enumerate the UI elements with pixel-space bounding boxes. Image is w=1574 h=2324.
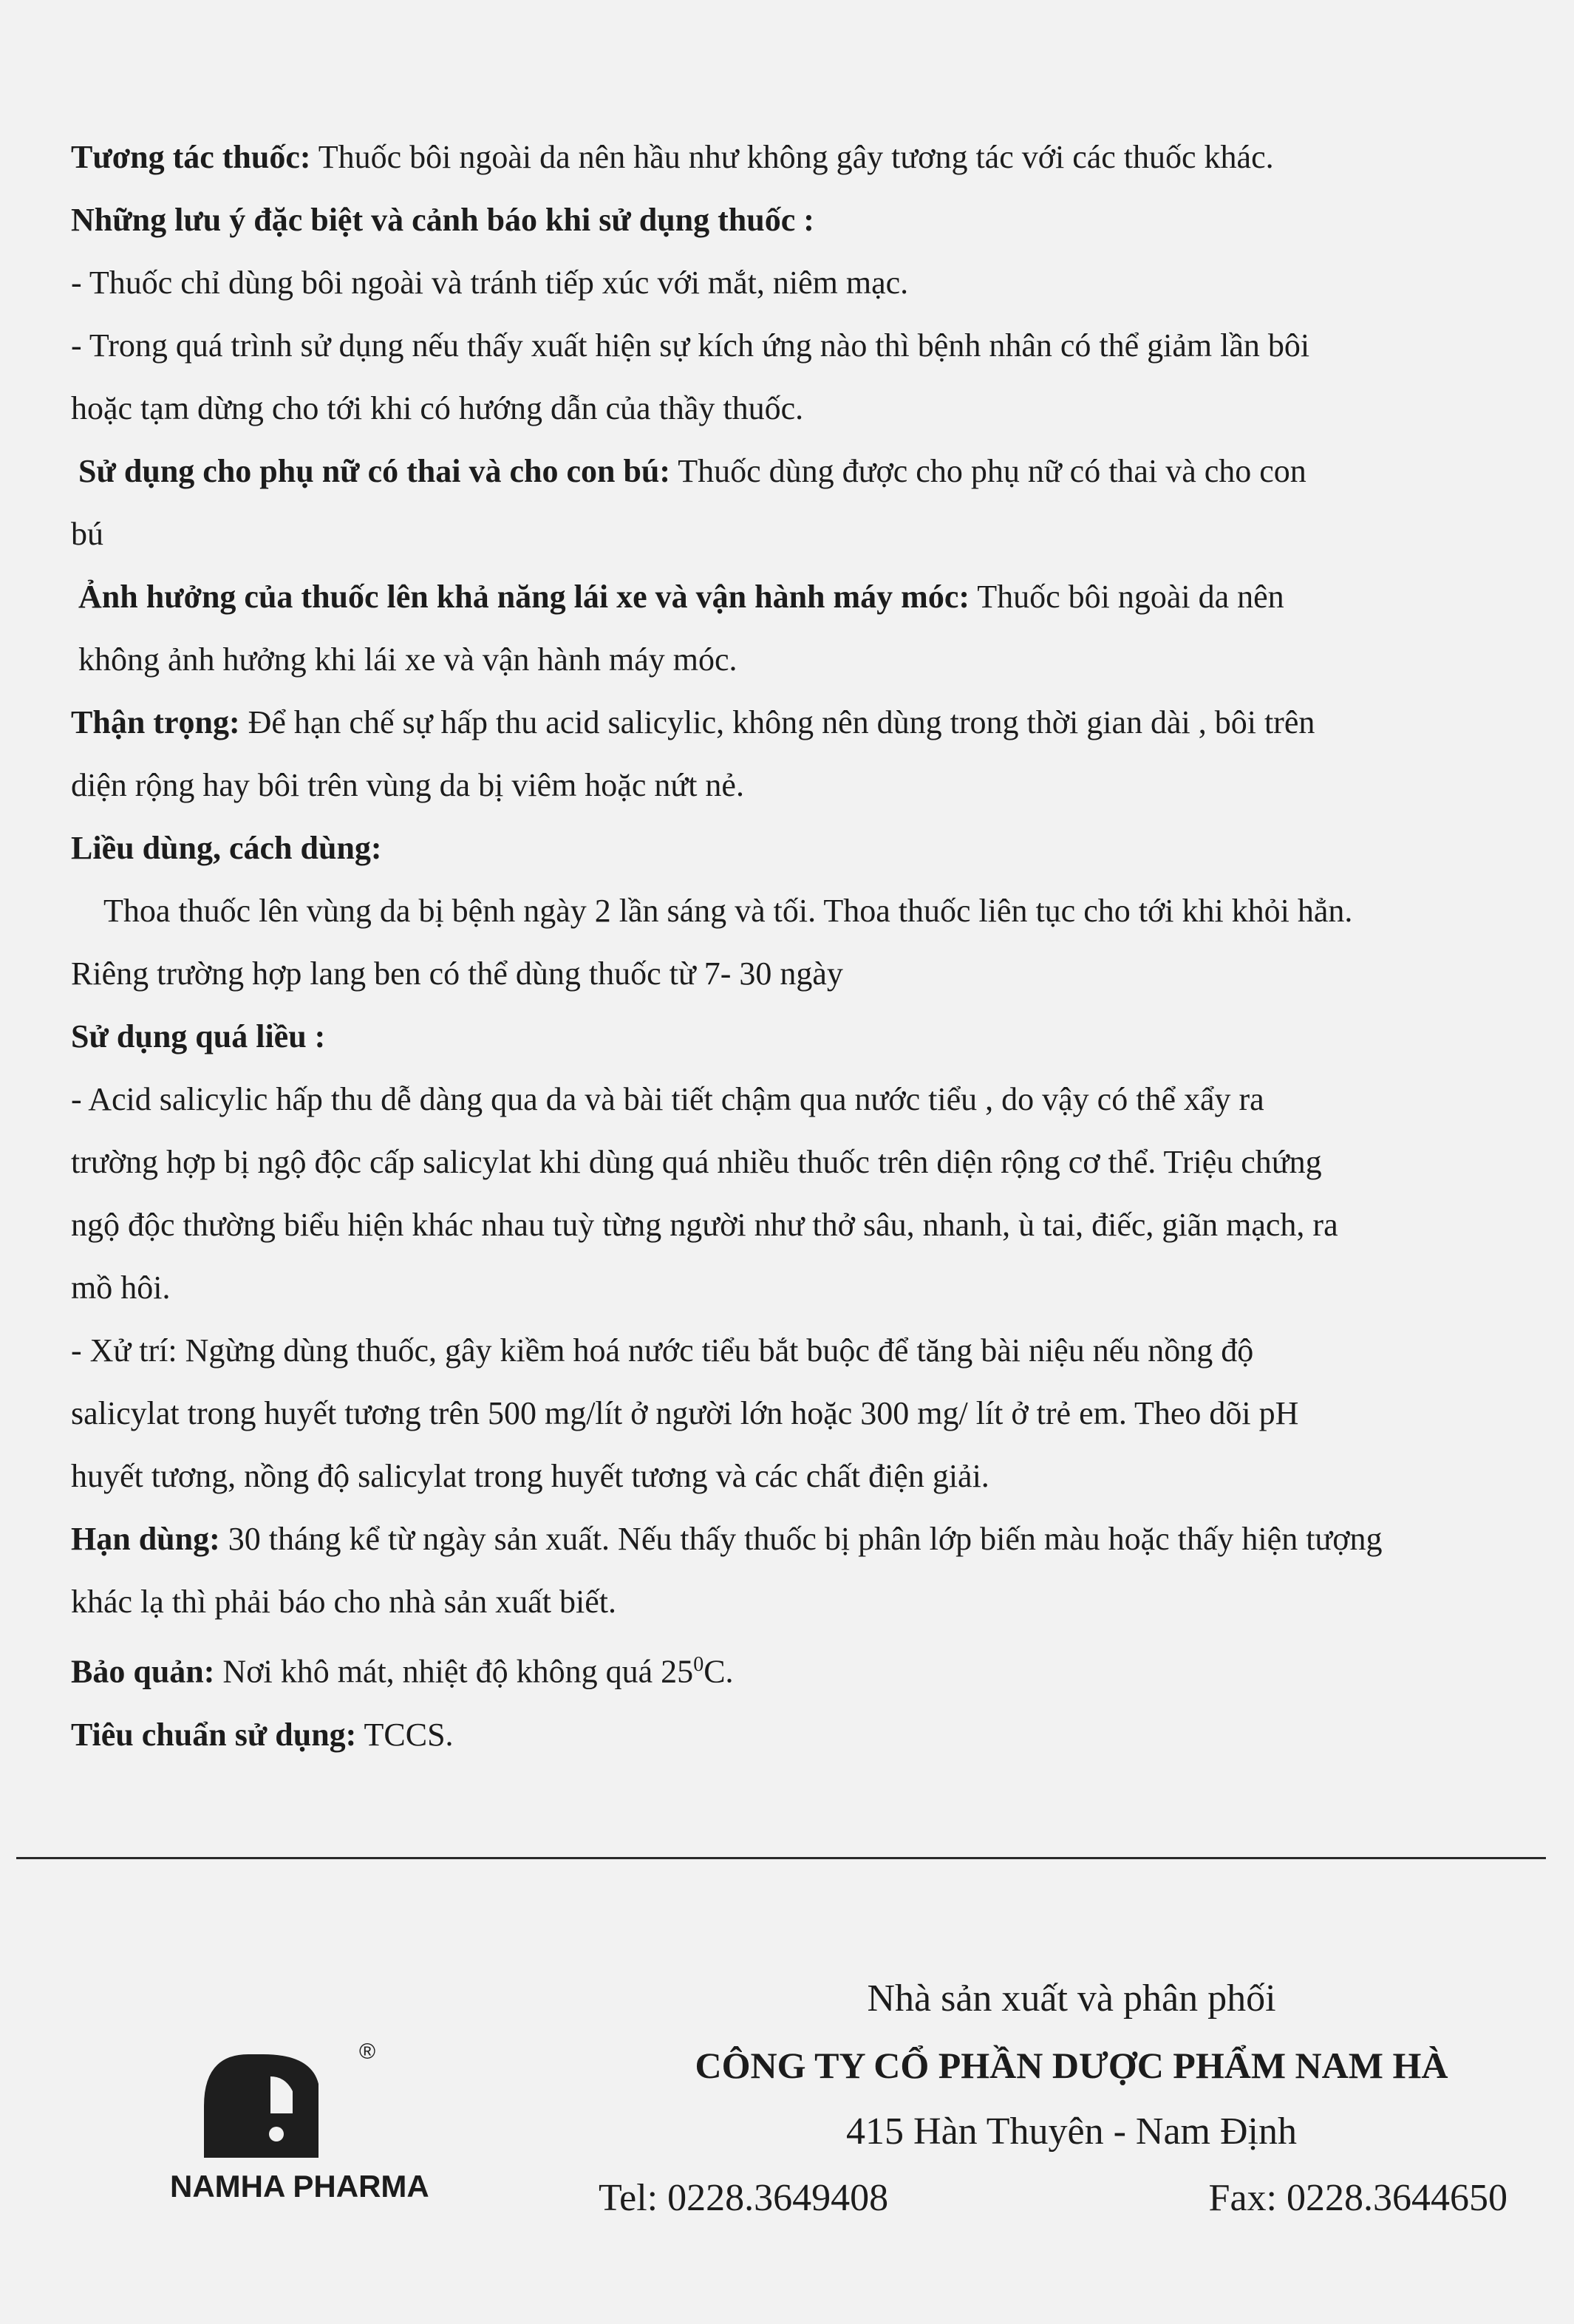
storage-degree: 0 (693, 1653, 704, 1676)
fax-number: Fax: 0228.3644650 (1208, 2177, 1507, 2219)
logo-text: NAMHA PHARMA (170, 2169, 429, 2204)
shelf-life-text: 30 tháng kể từ ngày sản xuất. Nếu thấy thuốc bị phân lớp biến màu hoặc thấy hiện tượng (219, 1521, 1383, 1557)
overdose-line-1b: trường hợp bị ngộ độc cấp salicylat khi dùng quá nhiều thuốc trên diện rộng cơ thể. Triệu chứng (71, 1144, 1322, 1180)
registered-mark: ® (359, 2040, 376, 2064)
storage-text: Nơi khô mát, nhiệt độ không quá 25 (214, 1653, 694, 1690)
company-name: CÔNG TY CỔ PHẦN DƯỢC PHẨM NAM HÀ (695, 2045, 1448, 2086)
phone-number: Tel: 0228.3649408 (599, 2177, 889, 2219)
precautions-heading: Thận trọng: (71, 704, 240, 740)
overdose-line-1d: mồ hôi. (71, 1270, 171, 1306)
warnings-line-1: - Thuốc chỉ dùng bôi ngoài và tránh tiếp xúc với mắt, niêm mạc. (71, 265, 909, 301)
overdose-heading: Sử dụng quá liều : (71, 1018, 326, 1054)
standard-text: TCCS. (356, 1716, 454, 1753)
contact-row (591, 2165, 1552, 2232)
overdose-line-2a: - Xử trí: Ngừng dùng thuốc, gây kiềm hoá nước tiểu bắt buộc để tăng bài niệu nếu nồng độ (71, 1332, 1254, 1369)
overdose-line-1c: ngộ độc thường biểu hiện khác nhau tuỳ từng người như thở sâu, nhanh, ù tai, điếc, giãn mạch, ra (71, 1207, 1338, 1243)
driving-text-2: không ảnh hưởng khi lái xe và vận hành máy móc. (78, 641, 737, 678)
shelf-life-heading: Hạn dùng: (71, 1521, 220, 1557)
storage-unit: C. (703, 1653, 734, 1690)
manufacturer-block (591, 1966, 1552, 2232)
standard-paragraph (71, 1703, 1512, 1766)
manufacturer-role: Nhà sản xuất và phân phối (867, 1977, 1276, 2020)
precautions-paragraph (71, 691, 1512, 754)
leaflet-body (71, 126, 1512, 1766)
dosage-line-1: Thoa thuốc lên vùng da bị bệnh ngày 2 lần sáng và tối. Thoa thuốc liên tục cho tới khi khỏi hẳn. (103, 893, 1353, 929)
interactions-paragraph (71, 126, 1512, 188)
driving-heading: Ảnh hưởng của thuốc lên khả năng lái xe và vận hành máy móc: (78, 579, 970, 615)
pregnancy-text: Thuốc dùng được cho phụ nữ có thai và cho con (670, 453, 1306, 489)
precautions-text: Để hạn chế sự hấp thu acid salicylic, không nên dùng trong thời gian dài , bôi trên (239, 704, 1315, 740)
pregnancy-heading: Sử dụng cho phụ nữ có thai và cho con bú: (78, 453, 671, 489)
storage-heading: Bảo quản: (71, 1653, 215, 1690)
interactions-heading: Tương tác thuốc: (71, 139, 311, 175)
company-address: 415 Hàn Thuyên - Nam Định (846, 2110, 1297, 2153)
dosage-line-2: Riêng trường hợp lang ben có thể dùng thuốc từ 7- 30 ngày (71, 955, 843, 992)
driving-paragraph (71, 565, 1512, 628)
pregnancy-paragraph (71, 440, 1512, 502)
precautions-text-2: diện rộng hay bôi trên vùng da bị viêm hoặc nứt nẻ. (71, 767, 744, 803)
warnings-line-2a: - Trong quá trình sử dụng nếu thấy xuất hiện sự kích ứng nào thì bệnh nhân có thể giảm lần bôi (71, 327, 1310, 364)
warnings-heading: Những lưu ý đặc biệt và cảnh báo khi sử dụng thuốc : (71, 202, 814, 238)
driving-text: Thuốc bôi ngoài da nên (970, 579, 1284, 615)
namha-logo-mark-icon (174, 2040, 374, 2165)
pregnancy-text-2: bú (71, 516, 103, 552)
dosage-heading: Liều dùng, cách dùng: (71, 830, 382, 866)
overdose-line-1a: - Acid salicylic hấp thu dễ dàng qua da và bài tiết chậm qua nước tiểu , do vậy có thể xẩy ra (71, 1081, 1264, 1117)
shelf-life-text-2: khác lạ thì phải báo cho nhà sản xuất biết. (71, 1584, 616, 1620)
storage-paragraph (71, 1633, 1512, 1703)
standard-heading: Tiêu chuẩn sử dụng: (71, 1716, 357, 1753)
interactions-text: Thuốc bôi ngoài da nên hầu như không gây tương tác với các thuốc khác. (310, 139, 1274, 175)
namha-logo-icon (174, 2040, 374, 2165)
overdose-line-2b: salicylat trong huyết tương trên 500 mg/lít ở người lớn hoặc 300 mg/ lít ở trẻ em. Theo dõi pH (71, 1395, 1299, 1431)
footer-divider (16, 1857, 1546, 1859)
shelf-life-paragraph (71, 1507, 1512, 1570)
warnings-line-2b: hoặc tạm dừng cho tới khi có hướng dẫn của thầy thuốc. (71, 390, 804, 426)
overdose-line-2c: huyết tương, nồng độ salicylat trong huyết tương và các chất điện giải. (71, 1458, 989, 1494)
